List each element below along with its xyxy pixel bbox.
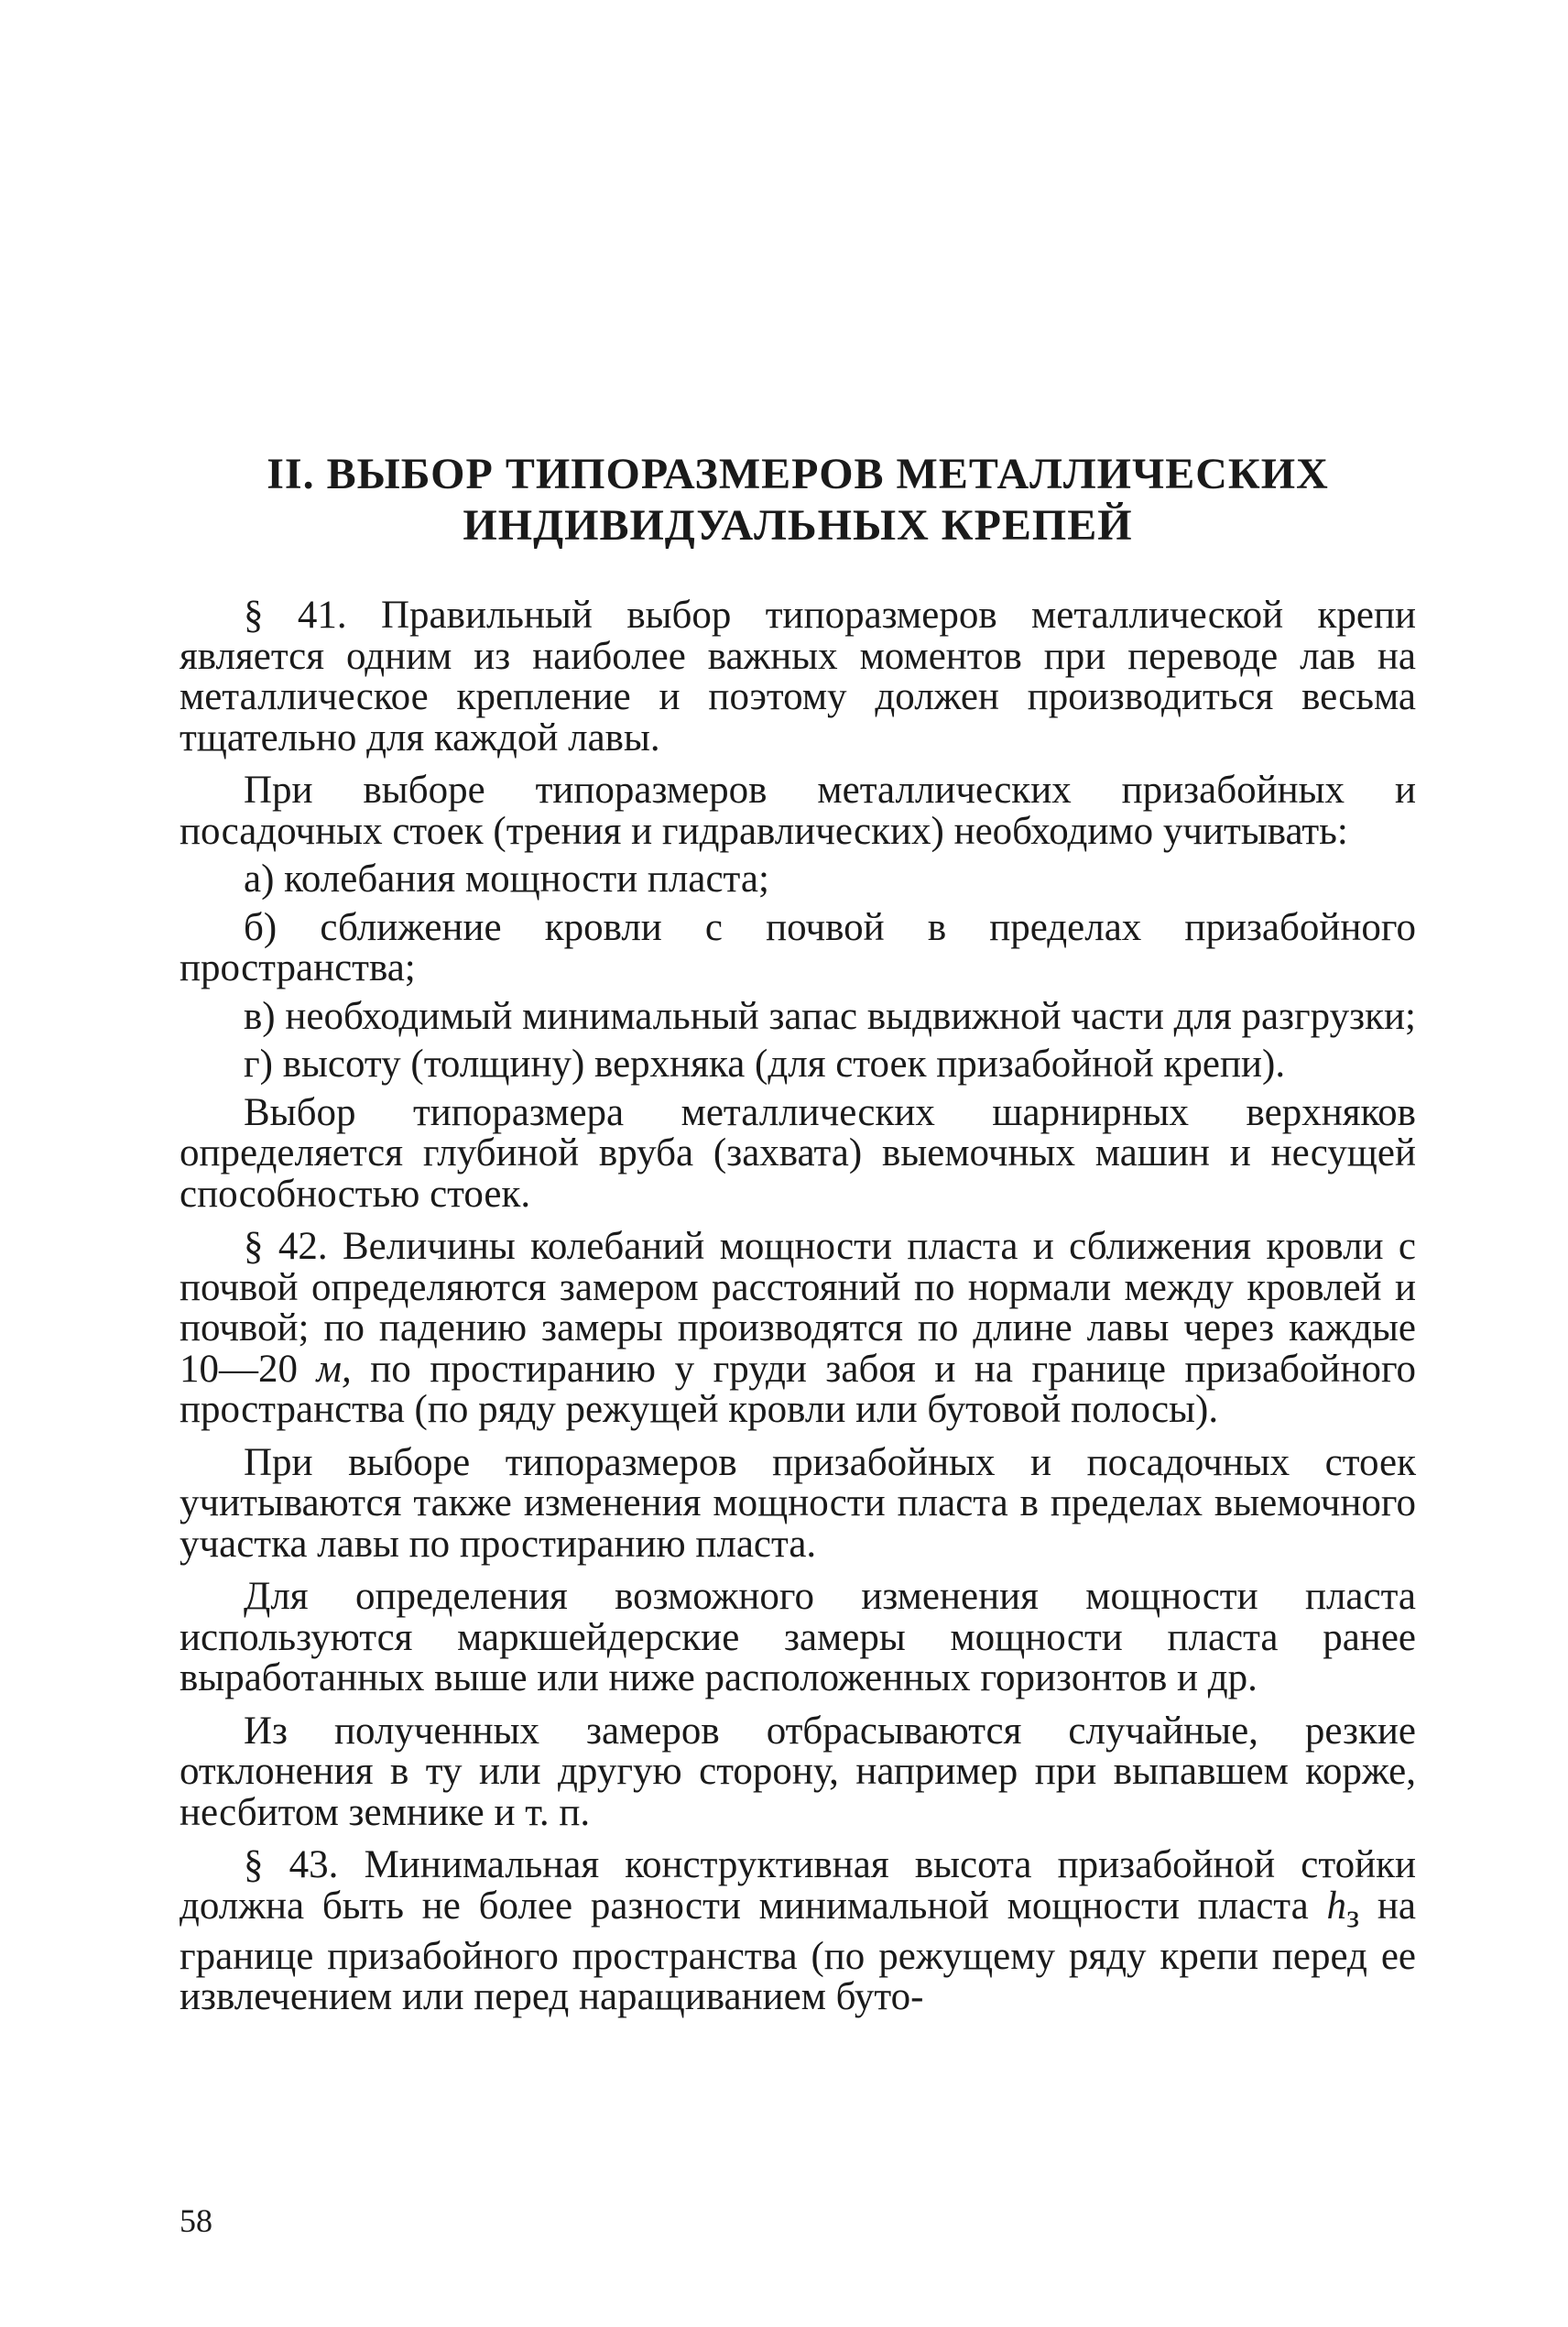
unit-meters: м, <box>316 1347 352 1391</box>
paragraph-hinged-bars: Выбор типоразмера металлических шарнирных верхняков определяется глубиной вруба (захвата) выемочных машин и несущей способностью стоек. <box>180 1090 1416 1216</box>
paragraph-42 <box>180 1227 1416 1431</box>
paragraph-43-text-1: § 43. Минимальная конструктивная высота призабойной стойки должна быть не более разности минимальной мощности пласта <box>180 1843 1416 1928</box>
symbol-h: h <box>1326 1884 1346 1928</box>
list-item-v: в) необходимый минимальный запас выдвижной части для разгрузки; <box>244 994 1416 1038</box>
paragraph-43-text-2: на границе призабойного пространства (по режущему ряду крепи перед ее извлечением или перед наращиванием буто- <box>180 1884 1416 2019</box>
page-content <box>180 449 1416 2030</box>
paragraph-41: § 41. Правильный выбор типоразмеров металлической крепи является одним из наиболее важных моментов при переводе лав на металлическое крепление и поэтому должен производиться весьма тщательно для каждой лавы. <box>180 594 1416 759</box>
section-title-line-2: ИНДИВИДУАЛЬНЫХ КРЕПЕЙ <box>463 501 1133 550</box>
section-title <box>180 449 1416 552</box>
paragraph-survey: Для определения возможного изменения мощности пласта используются маркшейдерские замеры мощности пласта ранее выработанных выше или ниже расположенных горизонтов и др. <box>180 1575 1416 1699</box>
symbol-h-subscript: з <box>1345 1897 1360 1935</box>
paragraph-strike-changes: При выборе типоразмеров призабойных и посадочных стоек учитываются также изменения мощности пласта в пределах выемочного участка лавы по простиранию пласта. <box>180 1440 1416 1566</box>
paragraph-choice-intro: При выборе типоразмеров металлических призабойных и посадочных стоек (трения и гидравлических) необходимо учитывать: <box>180 769 1416 853</box>
list-item-g: г) высоту (толщину) верхняка (для стоек призабойной крепи). <box>244 1043 1286 1086</box>
paragraph-43 <box>180 1845 1416 2018</box>
list-item-b: б) сближение кровли с почвой в пределах призабойного пространства; <box>180 905 1416 989</box>
paragraph-discard: Из полученных замеров отбрасываются случайные, резкие отклонения в ту или другую сторону, например при выпавшем корже, несбитом земнике и т. п. <box>180 1709 1416 1834</box>
page-number: 58 <box>180 2202 212 2239</box>
paragraph-42-text-2: по простиранию у груди забоя и на границе призабойного пространства (по ряду режущей кровли или бутовой полосы). <box>180 1347 1417 1431</box>
paragraph-42-text-1: § 42. Величины колебаний мощности пласта и сближения кровли с почвой определяются замером расстояний по нормали между кровлей и почвой; по падению замеры производятся по длине лавы через каждые 10—20 <box>180 1225 1416 1391</box>
section-title-line-1: II. ВЫБОР ТИПОРАЗМЕРОВ МЕТАЛЛИЧЕСКИХ <box>267 450 1329 498</box>
list-item-a: а) колебания мощности пласта; <box>244 858 769 901</box>
